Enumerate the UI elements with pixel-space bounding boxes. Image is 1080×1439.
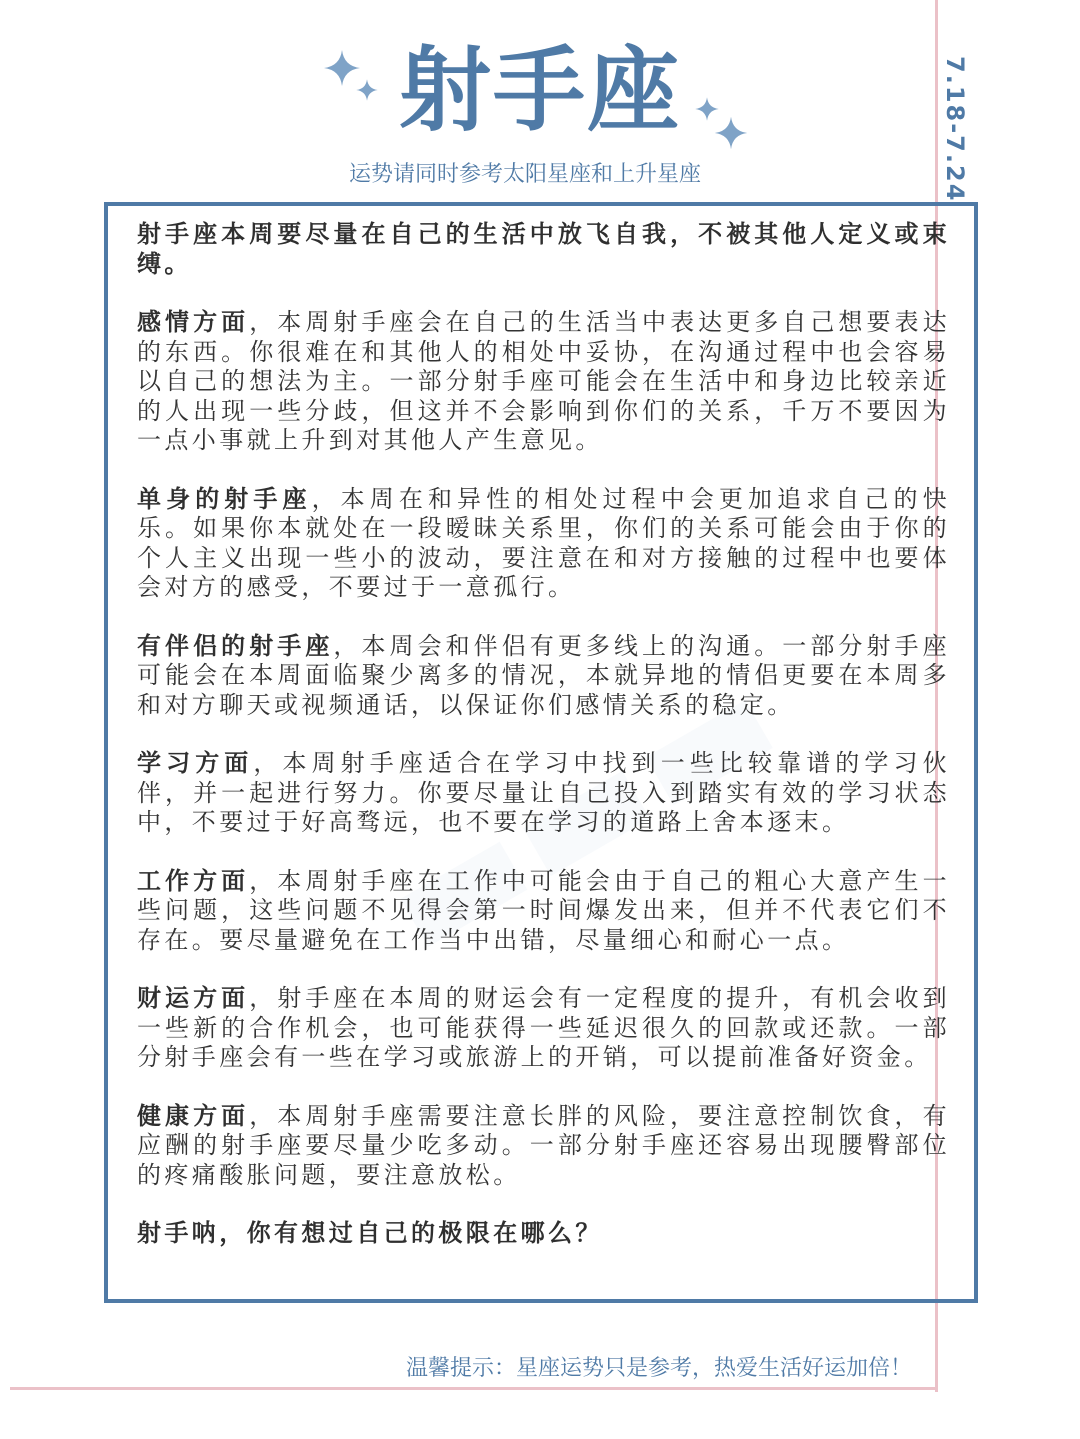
section-text: ，本周会和伴侣有更多线上的沟通。一部分射手座可能会在本周面临聚少离多的情况，本就异地的情侣更要在本周多和对方聊天或视频通话，以保证你们感情关系的稳定。	[137, 631, 950, 719]
section-text: ，本周射手座会在自己的生活当中表达更多自己想要表达的东西。你很难在和其他人的相处中妥协，在沟通过程中也会容易以自己的想法为主。一部分射手座可能会在生活中和身边比较亲近的人出现一些分歧，但这并不会影响到你们的关系，千万不要因为一点小事就上升到对其他人产生意见。	[137, 308, 950, 454]
section-heading: 有伴侣的射手座	[137, 631, 334, 660]
section-heading: 财运方面	[137, 984, 250, 1012]
section-heading: 单身的射手座	[137, 484, 312, 513]
section-wealth	[137, 984, 950, 1073]
closing-question: 射手呐，你有想过自己的极限在哪么？	[137, 1219, 603, 1247]
section-heading: 感情方面	[137, 308, 250, 336]
section-heading: 健康方面	[137, 1101, 250, 1130]
section-text: ，射手座在本周的财运会有一定程度的提升，有机会收到一些新的合作机会，也可能获得一些延迟很久的回款或还款。一部分射手座会有一些在学习或旅游上的开销，可以提前准备好资金。	[137, 984, 950, 1071]
section-work	[137, 867, 950, 956]
horoscope-content-box	[104, 202, 978, 1303]
pink-horizontal-line	[10, 1387, 938, 1390]
section-heading: 学习方面	[137, 749, 254, 777]
section-single	[137, 485, 950, 603]
section-study	[137, 749, 950, 838]
section-love	[137, 308, 950, 456]
footer-tip: 温馨提示：星座运势只是参考，热爱生活好运加倍！	[405, 1356, 912, 1381]
date-range: 7.18-7.24	[941, 56, 969, 203]
page-title: 射手座	[398, 37, 681, 144]
section-partnered	[137, 632, 950, 721]
page-subtitle: 运势请同时参考太阳星座和上升星座	[348, 162, 701, 187]
section-text: ，本周射手座需要注意长胖的风险，要注意控制饮食，有应酬的射手座要尽量少吃多动。一部分射手座还容易出现腰臀部位的疼痛酸胀问题，要注意放松。	[137, 1101, 950, 1189]
section-text: ，本周射手座在工作中可能会由于自己的粗心大意产生一些问题，这些问题不见得会第一时间爆发出来，但并不代表它们不存在。要尽量避免在工作当中出错，尽量细心和耐心一点。	[137, 866, 950, 954]
section-text: ，本周射手座适合在学习中找到一些比较靠谱的学习伙伴，并一起进行努力。你要尽量让自己投入到踏实有效的学习状态中，不要过于好高骛远，也不要在学习的道路上舍本逐末。	[137, 749, 950, 836]
intro-paragraph: 射手座本周要尽量在自己的生活中放飞自我，不被其他人定义或束缚。	[137, 220, 950, 278]
section-text: ，本周在和异性的相处过程中会更加追求自己的快乐。如果你本就处在一段暧昧关系里，你们的关系可能会由于你的个人主义出现一些小的波动，要注意在和对方接触的过程中也要体会对方的感受，不要过于一意孤行。	[137, 484, 950, 601]
section-health	[137, 1102, 950, 1191]
section-heading: 工作方面	[137, 866, 250, 895]
